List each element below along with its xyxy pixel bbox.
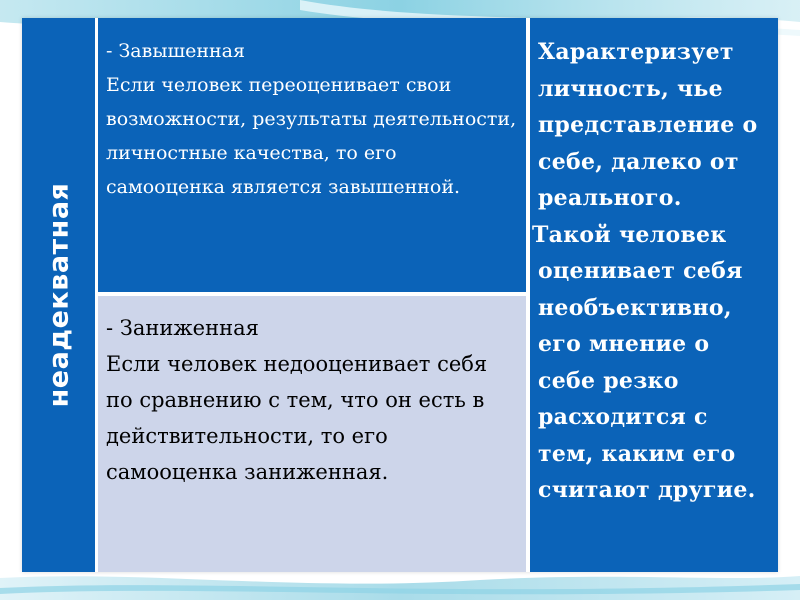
row-header-cell: [22, 18, 96, 572]
high-self-esteem-title: - Завышенная: [106, 40, 245, 62]
high-self-esteem-text: Если человек переоценивает свои возможности, результаты деятельности, личностные качества, то его самооценка является завышенной.: [106, 74, 517, 198]
row-header-label: неадекватная: [43, 182, 74, 408]
high-self-esteem-cell: [98, 18, 526, 294]
description-cell: [528, 18, 778, 572]
description-paragraph-2: Такой человек оценивает себя необъективно, его мнение о себе резко расходится с тем, каким его считают другие.: [532, 221, 756, 503]
description-paragraph-1: Характеризует личность, чье представление о себе, далеко от реального.: [538, 39, 758, 211]
low-self-esteem-text: Если человек недооценивает себя по сравнению с тем, что он есть в действительности, то его самооценка заниженная.: [106, 352, 488, 484]
self-esteem-table: [22, 18, 778, 572]
low-self-esteem-cell: [98, 296, 526, 572]
low-self-esteem-title: - Заниженная: [106, 316, 259, 340]
